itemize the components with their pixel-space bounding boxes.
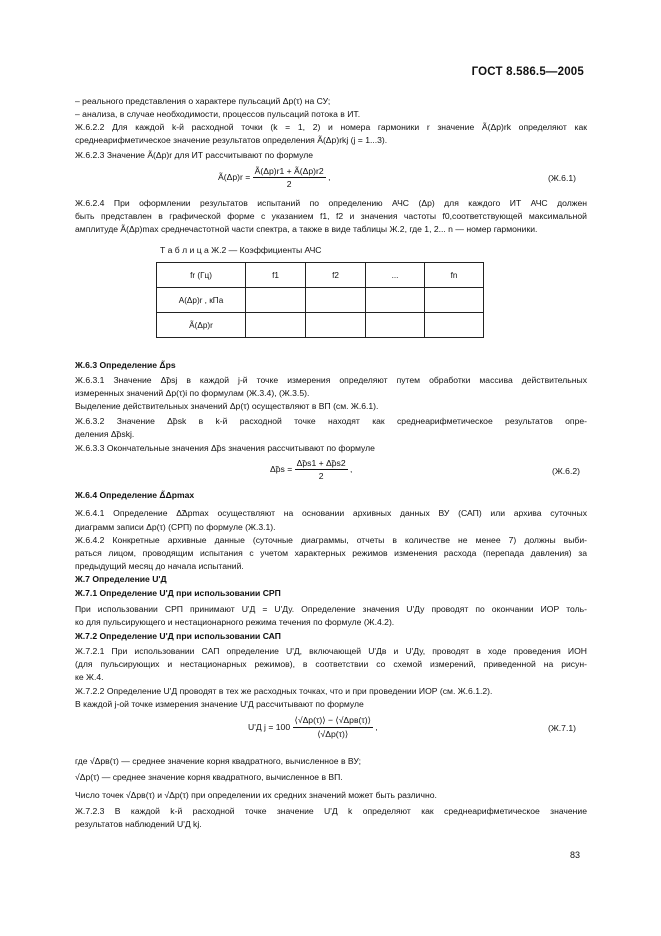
fraction-numerator: ⟨√Δp(τ)⟩ − ⟨√Δpв(τ)⟩ [293, 715, 373, 728]
equation-fraction [253, 166, 326, 189]
table-cell: Ã(Δp)r [157, 313, 246, 338]
paragraph-6-2-4-cont: амплитуде Ã(Δp)max среднечастотной части спектра, а также в виде таблицы Ж.2, где 1, 2... n — номер гармоники. [75, 224, 538, 234]
paragraph-6-2-4: Ж.6.2.4 При оформлении результатов испытаний по определению АЧС (Δp) для каждого ИТ АЧС должен [75, 198, 587, 208]
standard-header: ГОСТ 8.586.5—2005 [471, 66, 584, 78]
paragraph: Число точек √Δpв(τ) и √Δp(τ) при определении их средних значений может быть различно. [75, 790, 437, 800]
table-caption: Т а б л и ц а Ж.2 — Коэффициенты АЧС [160, 245, 322, 255]
paragraph-6-2-2: Ж.6.2.2 Для каждой k-й расходной точки (k = 1, 2) и номера гармоники r значение Ã(Δp)rk определяют как [75, 122, 587, 132]
table-cell [425, 313, 484, 338]
equation-number: (Ж.6.1) [548, 173, 576, 183]
paragraph-7-2-1-cont: ке Ж.4. [75, 672, 104, 682]
equation-number: (Ж.6.2) [552, 466, 580, 476]
paragraph-7-2-2-cont: В каждой j-ой точке измерения значение U'Д рассчитывают по формуле [75, 699, 364, 709]
paragraph-6-2-4-cont: быть представлен в графической форме с указанием f1, f2 и значения частоты f0,соответствующей максимальной [75, 211, 587, 221]
table-cell [246, 313, 306, 338]
fraction-numerator: Ã(Δp)r1 + Ã(Δp)r2 [254, 166, 324, 176]
equation-6-2 [270, 458, 352, 481]
section-heading-7-1: Ж.7.1 Определение U'Д при использовании СРП [75, 588, 281, 598]
paragraph-6-3-2-cont: деления Δ̃pskj. [75, 429, 135, 439]
table-header-cell: fn [425, 263, 484, 288]
paragraph-6-4-2-cont: раться лицом, проводящим испытания с учетом характерных режимов изменения расхода (перепада давления) за [75, 548, 587, 558]
table-header-cell: fr (Гц) [157, 263, 246, 288]
paragraph-6-3-1: Ж.6.3.1 Значение Δ̃psj в каждой j-й точке измерения определяют путем обработки массива действительных [75, 375, 587, 385]
table-header-cell: f1 [246, 263, 306, 288]
table-row [157, 313, 484, 338]
section-heading-7: Ж.7 Определение U'Д [75, 574, 167, 584]
table-cell [306, 288, 366, 313]
equation-tail: , [328, 171, 331, 182]
paragraph: Выделение действительных значений Δp(τ) осуществляют в ВП (см. Ж.6.1). [75, 401, 379, 411]
table-header-row [157, 263, 484, 288]
table-row [157, 288, 484, 313]
page-number: 83 [570, 850, 581, 860]
table-cell [246, 288, 306, 313]
table-cell [425, 288, 484, 313]
equation-fraction [295, 458, 348, 481]
coefficients-table [156, 262, 484, 338]
paragraph-7-1-cont: ко для пульсирующего и нестационарного режима течения по формуле (Ж.4.2). [75, 617, 395, 627]
table-header-cell: ... [366, 263, 425, 288]
paragraph-7-2-3-cont: результатов наблюдений U'Д kj. [75, 819, 202, 829]
section-heading-6-4: Ж.6.4 Определение Δ̃Δpmax [75, 490, 195, 500]
legend-line: где √Δpв(τ) — среднее значение корня квадратного, вычисленное в ВУ; [75, 756, 362, 766]
table-cell [366, 288, 425, 313]
paragraph-6-3-3: Ж.6.3.3 Окончательные значения Δ̃ps значения рассчитывают по формуле [75, 443, 375, 453]
table-cell [306, 313, 366, 338]
paragraph-7-2-3: Ж.7.2.3 В каждой k-й расходной точке значение U'Д k определяют как среднеарифметическое значение [75, 806, 587, 816]
paragraph-7-2-2: Ж.7.2.2 Определение U'Д проводят в тех же расходных точках, что и при проведении ИОР (см. Ж.6.1.2). [75, 686, 493, 696]
paragraph-6-2-3: Ж.6.2.3 Значение Ã(Δp)r для ИТ рассчитывают по формуле [75, 150, 314, 160]
paragraph-7-1: При использовании СРП принимают U'Д = U'Ду. Определение значения U'Ду проводят по окончании ИОР толь- [75, 604, 587, 614]
paragraph-6-3-1-cont: измеренных значений Δp(τ)i по формулам (Ж.3.4), (Ж.3.5). [75, 388, 310, 398]
paragraph-6-3-2: Ж.6.3.2 Значение Δ̃psk в k-й расходной точке находят как среднеарифметическое результатов опре- [75, 416, 587, 426]
paragraph-6-4-1: Ж.6.4.1 Определение Δ̃Δpmax осуществляют на основании архивных данных ВУ (САП) или архива суточных [75, 508, 587, 518]
table-header-cell: f2 [306, 263, 366, 288]
equation-7-1 [248, 715, 378, 740]
section-heading-7-2: Ж.7.2 Определение U'Д при использовании САП [75, 631, 281, 641]
equation-lhs: Δ̃ps = [270, 463, 293, 474]
equation-lhs: Ã(Δp)r = [218, 171, 251, 182]
paragraph-6-4-2-cont: предыдущий месяц до начала испытаний. [75, 561, 244, 571]
paragraph-7-2-1: Ж.7.2.1 При использовании САП определение U'Д, включающей U'Дв и U'Ду, проводят в ходе проведения ИОН [75, 646, 587, 656]
legend-line: √Δp(τ) — среднее значение корня квадратного, вычисленное в ВП. [75, 772, 343, 782]
equation-6-1 [218, 166, 330, 189]
equation-lhs: U'Д j = 100 [248, 721, 291, 732]
list-item: – реального представления о характере пульсаций Δp(τ) на СУ; [75, 96, 331, 106]
paragraph-7-2-1-cont: (для пульсирующих и нестационарных режимов), в соответствии со схемой измерений, приведенной на рисун- [75, 659, 587, 669]
fraction-numerator: Δ̃ps1 + Δ̃ps2 [296, 458, 346, 468]
equation-tail: , [350, 463, 353, 474]
equation-number: (Ж.7.1) [548, 723, 576, 733]
table-cell: A(Δp)r , кПа [157, 288, 246, 313]
paragraph-6-4-1-cont: диаграмм записи Δp(τ) (СРП) по формуле (Ж.3.1). [75, 522, 276, 532]
fraction-denominator: ⟨√Δp(τ)⟩ [317, 729, 349, 739]
section-heading-6-3: Ж.6.3 Определение Δ̃ps [75, 360, 176, 370]
list-item: – анализа, в случае необходимости, процессов пульсаций потока в ИТ. [75, 109, 361, 119]
equation-tail: , [375, 721, 378, 732]
fraction-denominator: 2 [318, 471, 324, 481]
fraction-denominator: 2 [286, 179, 292, 189]
equation-fraction [293, 715, 373, 740]
paragraph-6-4-2: Ж.6.4.2 Конкретные архивные данные (суточные диаграммы, отчеты в количестве не менее 7) должны выби- [75, 535, 587, 545]
table-cell [366, 313, 425, 338]
paragraph-6-2-2-cont: среднеарифметическое значение результатов определения Ã(Δp)rkj (j = 1...3). [75, 135, 388, 145]
